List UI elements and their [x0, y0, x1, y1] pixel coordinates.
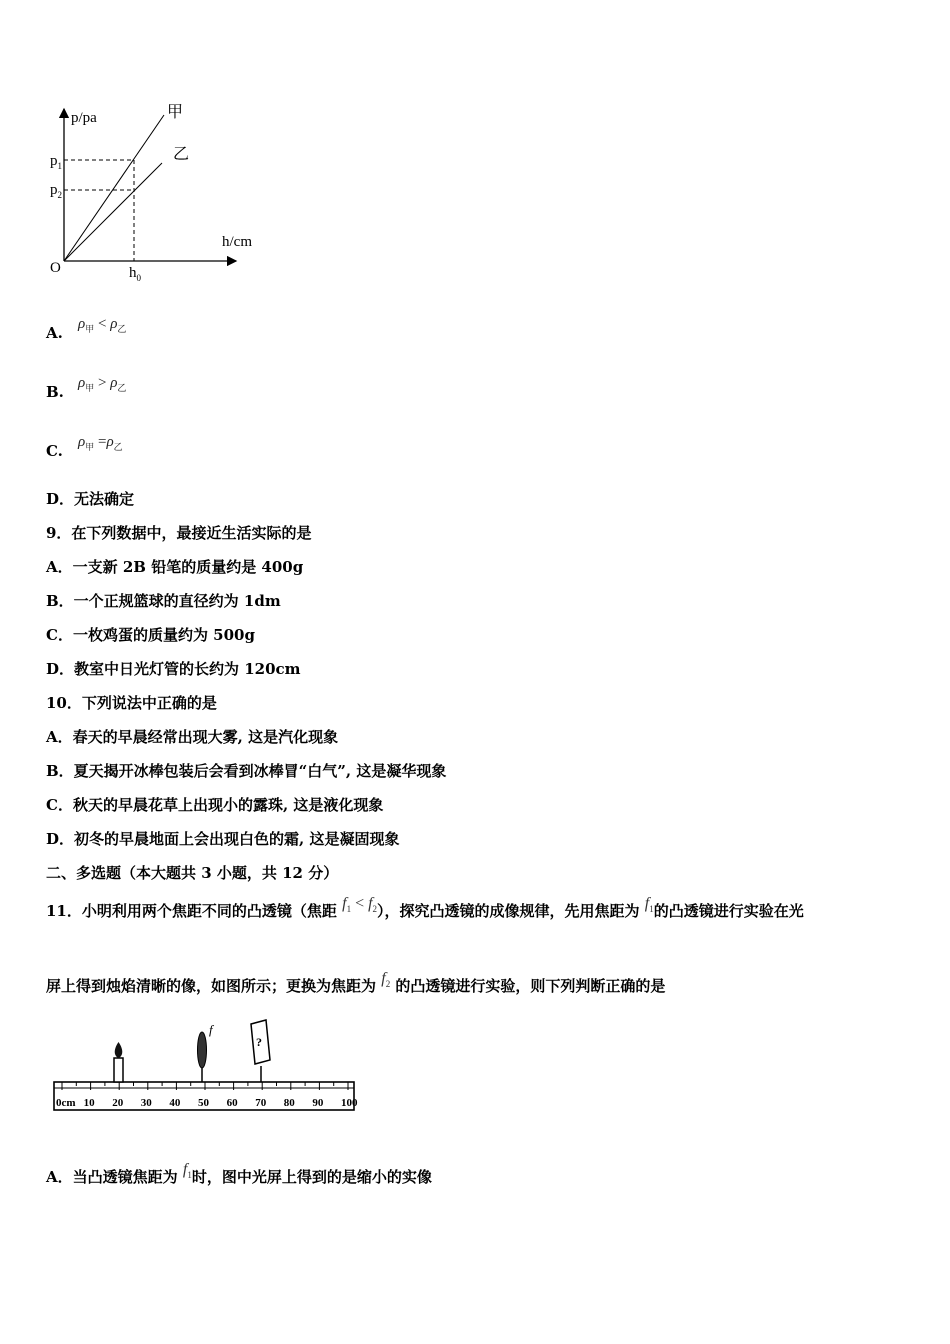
ruler-scale-label: 100: [341, 1097, 358, 1109]
q8-option-d: D．无法确定: [46, 490, 135, 508]
q9-option-d: D．教室中日光灯管的长约为 120cm: [46, 660, 301, 678]
line-jia-label: 甲: [167, 104, 184, 121]
q11-focal-compare: $f_1 < f_2$: [342, 895, 378, 915]
q9-stem: 9．在下列数据中，最接近生活实际的是: [46, 524, 312, 542]
convex-lens: [198, 1022, 216, 1082]
x-axis-label: h/cm: [222, 234, 252, 250]
q10-option-d: D．初冬的早晨地面上会出现白色的霜, 这是凝固现象: [46, 830, 400, 848]
ruler-scale-label: 20: [112, 1097, 124, 1109]
light-screen: [251, 1020, 270, 1082]
q10-option-b: B．夏天揭开冰棒包装后会看到冰棒冒“白气”, 这是凝华现象: [46, 762, 447, 780]
q8-option-c-label: C.: [46, 442, 63, 460]
line-yi: [64, 163, 162, 261]
candle: [114, 1042, 123, 1082]
q9-option-a: A．一支新 2B 铅笔的质量约是 400g: [46, 558, 304, 576]
lens-label: f: [209, 1022, 213, 1037]
q11-f1: $f_1$: [644, 895, 654, 915]
line-yi-label: 乙: [173, 146, 190, 163]
q8-option-b-label: B.: [46, 383, 64, 401]
q8-option-a-formula: $\rho_甲 < \rho_乙$: [78, 316, 127, 334]
q9-option-c: C．一枚鸡蛋的质量约为 500g: [46, 626, 255, 644]
q10-option-a: A．春天的早晨经常出现大雾, 这是汽化现象: [46, 728, 339, 746]
screen-label: ?: [256, 1035, 262, 1049]
optical-bench-figure: [52, 1016, 358, 1116]
origin-label: O: [50, 260, 61, 276]
q8-option-a-label: A.: [46, 324, 63, 342]
q9-option-b: B．一个正规篮球的直径约为 1dm: [46, 592, 281, 610]
y-axis-label: p/pa: [71, 110, 97, 126]
q11-option-a: A．当凸透镜焦距为 $f_1$时，图中光屏上得到的是缩小的实像: [46, 1161, 432, 1186]
h0-label: $h_0$: [129, 265, 141, 283]
q8-option-b-formula: $\rho_甲 > \rho_乙$: [78, 375, 127, 393]
ruler-scale-label: 90: [312, 1097, 324, 1109]
q11-stem-line1: 11．小明利用两个焦距不同的凸透镜（焦距 $f_1 < f_2$），探究凸透镜的成像规律，先用焦距为 $f_1$的凸透镜进行实验在光: [46, 895, 804, 920]
ruler-scale-label: 0cm: [56, 1097, 76, 1109]
q11-stem-line2: 屏上得到烛焰清晰的像，如图所示；更换为焦距为 $f_2$ 的凸透镜进行实验，则下列判断正确的是: [46, 970, 666, 995]
ruler-scale-label: 40: [169, 1097, 181, 1109]
ruler-scale-label: 10: [83, 1097, 95, 1109]
p1-label: $p_1$: [50, 153, 62, 171]
ruler-scale-label: 30: [140, 1097, 152, 1109]
ruler-scale-label: 60: [226, 1097, 238, 1109]
q11-option-a-f1: $f_1$: [182, 1161, 192, 1181]
line-jia: [64, 115, 164, 261]
ruler-scale-label: 50: [198, 1097, 209, 1109]
q11-f2: $f_2$: [381, 970, 391, 990]
section2-title: 二、多选题（本大题共 3 小题，共 12 分）: [46, 864, 339, 882]
ruler-scale-label: 70: [255, 1097, 267, 1109]
q10-stem: 10．下列说法中正确的是: [46, 694, 217, 712]
q8-option-c-formula: $\rho_甲 =\rho_乙$: [78, 434, 123, 452]
pressure-depth-graph: [40, 95, 270, 285]
p2-label: $p_2$: [50, 182, 62, 200]
ruler-scale-label: 80: [283, 1097, 295, 1109]
q10-option-c: C．秋天的早晨花草上出现小的露珠, 这是液化现象: [46, 796, 384, 814]
